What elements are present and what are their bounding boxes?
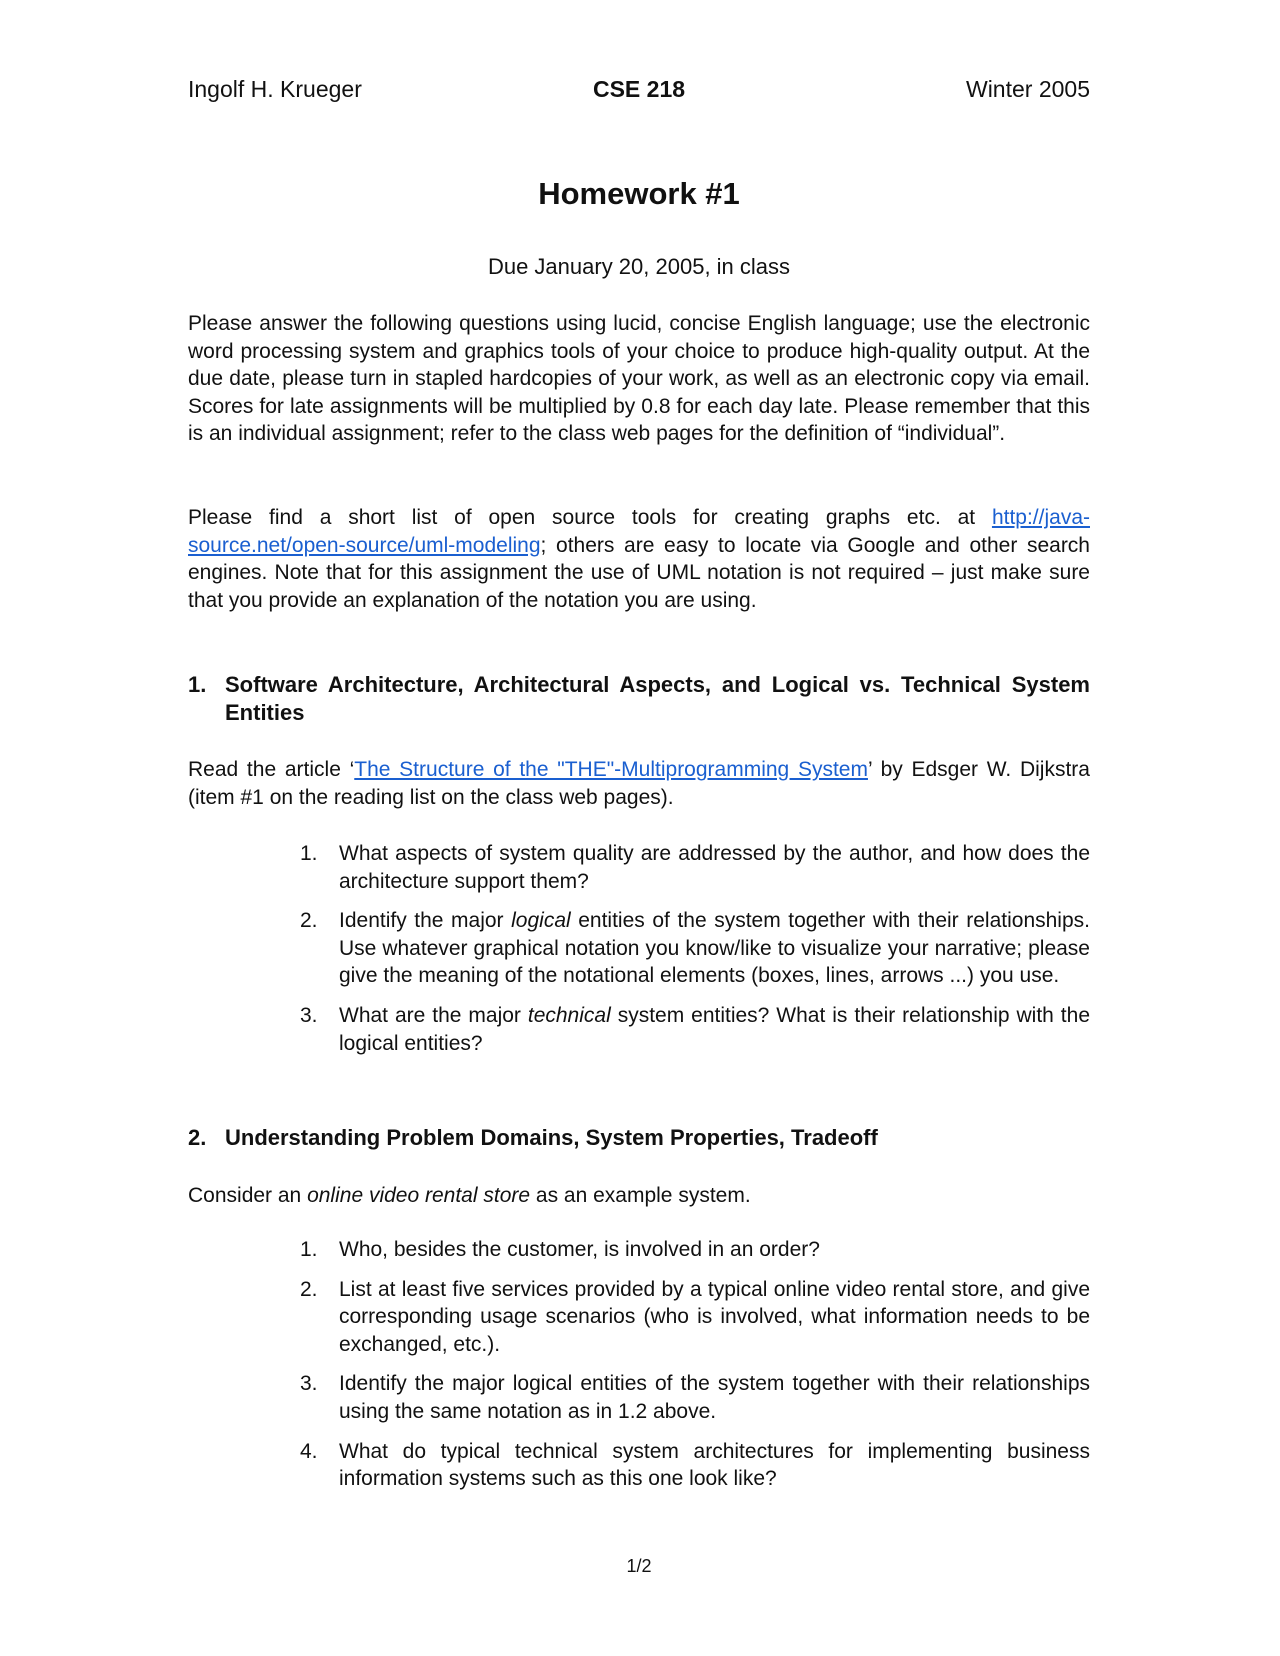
section-1-number: 1. (188, 672, 207, 697)
section-2-heading (188, 1124, 1090, 1152)
term-label: Winter 2005 (965, 76, 1090, 102)
tools-text-before: Please find a short list of open source tools for creating graphs etc. at (188, 506, 992, 529)
intro-paragraph: Please answer the following questions using lucid, concise English language; use the electronic word processing system and graphics tools of your choice to produce high-quality output. At the due date, please turn in stapled hardcopies of your work, as well as an electronic copy via email. Scores for late assignments will be multiplied by 0.8 for each day late. Please remember that this is an individual assignment; refer to the class web pages for the definition of “individual”. (188, 312, 1090, 446)
section-2-number: 2. (188, 1125, 207, 1150)
article-link[interactable]: The Structure of the "THE"-Multiprogramming System (354, 758, 868, 781)
question-number: 3. (300, 1372, 318, 1396)
question-text: Identify the major logical entities of the system together with their relationships using the same notation as in 1.2 above. (339, 1372, 1090, 1423)
emphasis-logical: logical (511, 909, 571, 933)
consider-text-after: as an example system. (530, 1184, 751, 1207)
author-name: Ingolf H. Krueger (188, 76, 362, 102)
page-number: 1/2 (626, 1556, 652, 1576)
question-text-after: entities of the system together with their relationships. Use whatever graphical notation you know/like to visualize your narrative; please give the meaning of the notational elements (boxes, lines, arrows ...) you use. (339, 909, 1090, 988)
section-1-questions (300, 840, 1090, 1057)
question-text: List at least five services provided by a typical online video rental store, and give corresponding usage scenarios (who is involved, what information needs to be exchanged, etc.). (339, 1277, 1090, 1356)
emphasis-technical: technical (527, 1003, 611, 1027)
section-1-heading (188, 671, 1090, 727)
document-page (188, 0, 1090, 1656)
consider-text-before: Consider an (188, 1184, 308, 1207)
question-text-before: Identify the major (339, 909, 512, 933)
tools-paragraph (188, 504, 1090, 614)
emphasis-example-system: online video rental store (307, 1184, 531, 1207)
course-code: CSE 218 (592, 76, 686, 102)
question-number: 2. (300, 909, 318, 933)
question-1-2 (300, 907, 1090, 990)
section-1-title: Software Architecture, Architectural Aspects, and Logical vs. Technical System Entities (225, 672, 1090, 725)
question-number: 4. (300, 1439, 318, 1463)
due-date: Due January 20, 2005, in class (487, 254, 791, 279)
question-text-before: What are the major (339, 1003, 528, 1027)
page-title: Homework #1 (538, 176, 740, 211)
question-2-2 (300, 1276, 1090, 1359)
question-1-1 (300, 840, 1090, 895)
question-2-1 (300, 1236, 1090, 1264)
section-2-title: Understanding Problem Domains, System Properties, Tradeoff (225, 1125, 878, 1150)
question-text: What do typical technical system architectures for implementing business information systems such as this one look like? (339, 1439, 1090, 1491)
page-header (188, 76, 1090, 106)
reading-text-after: ’ by Edsger W. Dijkstra (item #1 on the reading list on the class web pages). (188, 758, 1090, 809)
question-number: 2. (300, 1277, 318, 1301)
question-text: What aspects of system quality are addressed by the author, and how does the architecture support them? (339, 842, 1090, 893)
question-number: 1. (300, 1238, 318, 1261)
question-2-3 (300, 1370, 1090, 1425)
question-number: 1. (300, 842, 318, 865)
question-2-4 (300, 1438, 1090, 1493)
question-text: Who, besides the customer, is involved in an order? (339, 1238, 820, 1261)
question-number: 3. (300, 1003, 318, 1027)
reading-paragraph (188, 756, 1090, 811)
consider-paragraph (188, 1182, 1090, 1210)
uml-tools-link[interactable]: http://java-source.net/open-source/uml-modeling (188, 506, 1090, 557)
section-2-questions (300, 1236, 1090, 1493)
tools-text-after: ; others are easy to locate via Google and other search engines. Note that for this assignment the use of UML notation is not required – just make sure that you provide an explanation of the notation you are using. (188, 533, 1090, 612)
question-1-3 (300, 1002, 1090, 1057)
reading-text-before: Read the article ‘ (188, 758, 355, 781)
question-text-after: system entities? What is their relationship with the logical entities? (339, 1003, 1091, 1055)
